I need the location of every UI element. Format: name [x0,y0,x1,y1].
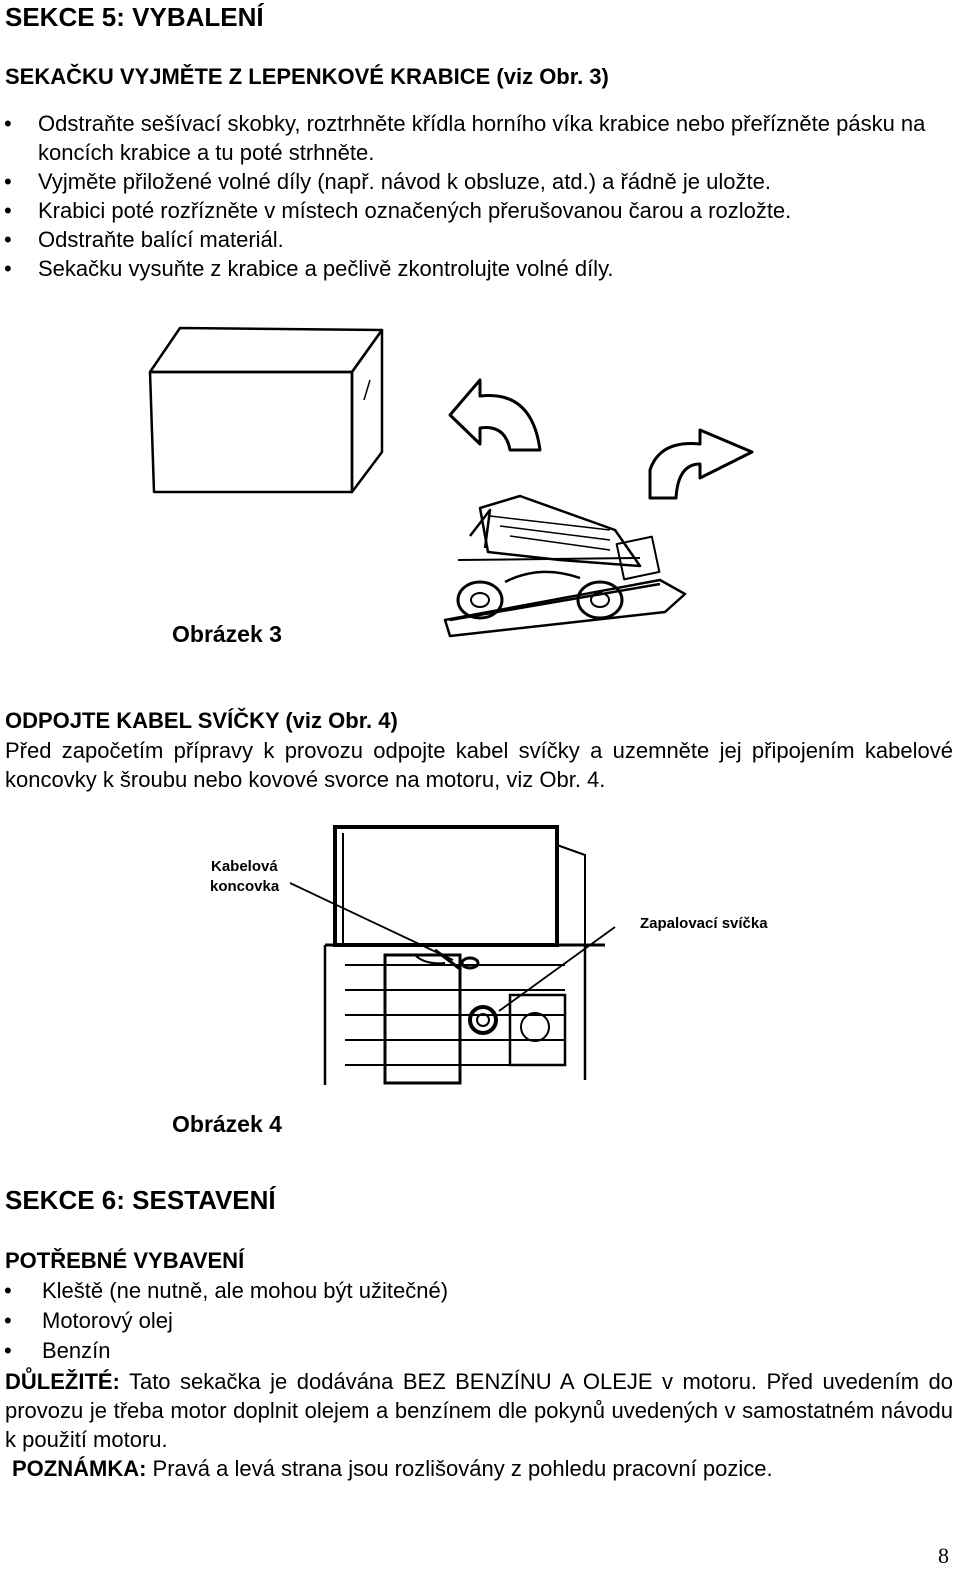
spark-paragraph: Před započetím přípravy k provozu odpojte kabel svíčky a uzemněte jej připojením kabelové koncovky k šroubu nebo kovové svorce na motoru, viz Obr. 4. [5,738,953,792]
important-text: Tato sekačka je dodávána BEZ BENZÍNU A OLEJE v motoru. Před uvedením do provozu je třeba motor doplnit olejem a benzínem dle pokynů uvedených v samostatném návodu k použití motoru. [5,1369,953,1452]
label-cable-line2: koncovka [210,878,280,895]
list-item-text: Krabici poté rozřízněte v místech označených přerušovanou čarou a rozložte. [38,198,792,223]
list-item [0,109,955,167]
list-item [0,1336,955,1365]
bullet-icon: • [4,169,12,194]
section-5-title: SEKCE 5: VYBALENÍ [5,2,264,32]
bullet-icon: • [4,1278,12,1303]
mower-in-box [445,496,685,636]
arrow-right-icon [650,430,752,498]
list-item [0,196,955,225]
engine-drawing [290,827,615,1085]
arrow-left-icon [450,380,540,450]
figure-3-caption: Obrázek 3 [172,621,282,647]
figure-4-caption: Obrázek 4 [172,1111,282,1137]
bullet-icon: • [4,1308,12,1333]
figure-3-illustration [140,320,760,650]
unpack-heading: SEKAČKU VYJMĚTE Z LEPENKOVÉ KRABICE (viz Obr. 3) [5,64,609,89]
label-spark-plug: Zapalovací svíčka [640,915,768,932]
list-item-text: Kleště (ne nutně, ale mohou být užitečné) [42,1278,449,1303]
note-text: Pravá a levá strana jsou rozlišovány z pohledu pracovní pozice. [146,1456,773,1481]
spark-heading: ODPOJTE KABEL SVÍČKY (viz Obr. 4) [5,708,398,733]
unpack-bullet-list [0,109,955,283]
label-cable-line1: Kabelová [211,858,278,875]
list-item-text: Vyjměte přiložené volné díly (např. návod k obsluze, atd.) a řádně je uložte. [38,169,771,194]
equipment-bullet-list [0,1276,955,1366]
list-item [0,225,955,254]
list-item-text: Motorový olej [42,1308,173,1333]
bullet-icon: • [4,227,12,252]
bullet-icon: • [4,256,12,281]
note-label: POZNÁMKA: [12,1456,147,1481]
note-paragraph [12,1454,952,1483]
list-item-text: Benzín [42,1338,111,1363]
bullet-icon: • [4,198,12,223]
equipment-heading: POTŘEBNÉ VYBAVENÍ [5,1248,245,1273]
section-6-title: SEKCE 6: SESTAVENÍ [5,1185,276,1215]
list-item [0,167,955,196]
important-label: DŮLEŽITÉ: [5,1369,120,1394]
cardboard-box [150,328,382,492]
page-number: 8 [938,1543,949,1568]
bullet-icon: • [4,1338,12,1363]
figure-4-illustration [285,815,625,1100]
list-item-text: Odstraňte sešívací skobky, roztrhněte křídla horního víka krabice nebo přeřízněte pásku na koncích krabice a tu poté strhněte. [38,111,926,165]
list-item-text: Odstraňte balící materiál. [38,227,284,252]
list-item-text: Sekačku vysuňte z krabice a pečlivě zkontrolujte volné díly. [38,256,614,281]
bullet-icon: • [4,111,12,136]
list-item [0,1276,955,1305]
important-paragraph [5,1367,953,1454]
list-item [0,254,955,283]
list-item [0,1306,955,1335]
